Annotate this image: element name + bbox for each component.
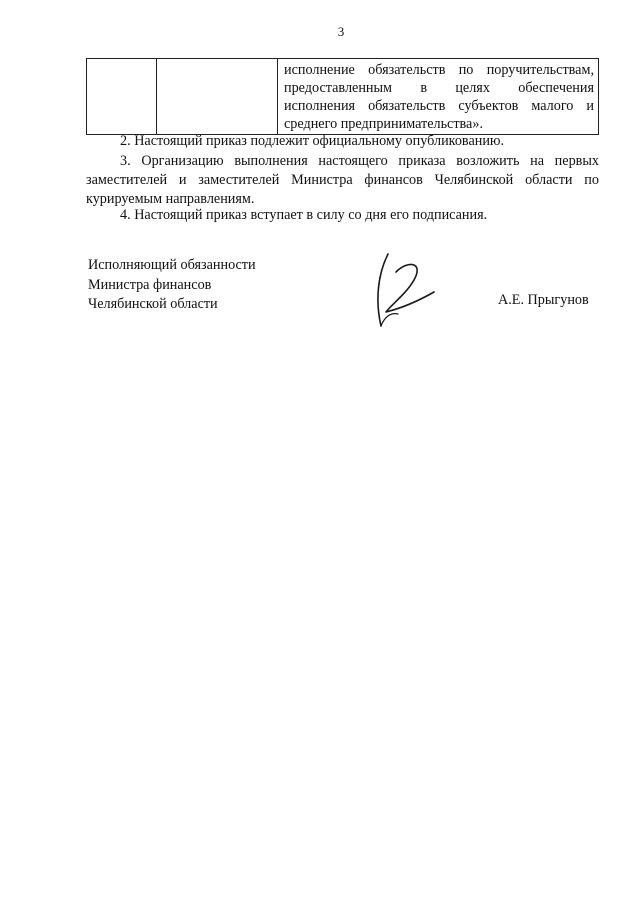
table-cell-empty-2: [157, 59, 278, 135]
signatory-name: А.Е. Прыгунов: [498, 292, 589, 308]
table-line: исполнение обязательств по поручительствам,: [284, 62, 594, 78]
position-line: Исполняющий обязанности: [88, 257, 256, 273]
continuation-table: [86, 58, 599, 135]
table-cell-text: [278, 59, 599, 135]
table-cell-empty-1: [87, 59, 157, 135]
table-line: среднего предпринимательства».: [284, 116, 483, 132]
table-line: исполнения обязательств субъектов малого и: [284, 98, 594, 114]
paragraph-4: 4. Настоящий приказ вступает в силу со дня его подписания.: [120, 207, 488, 223]
signatory-position: [88, 256, 256, 315]
page-number: 3: [337, 24, 345, 39]
paragraph-3: 3. Организацию выполнения настоящего приказа возложить на первых заместителей и заместителей Министра финансов Челябинской области по курируемым направлениям.: [86, 153, 599, 207]
position-line: Министра финансов: [88, 276, 212, 293]
handwritten-signature: [372, 252, 442, 332]
table-line: предоставленным в целях обеспечения: [284, 80, 594, 96]
position-line: Челябинской области: [88, 296, 218, 312]
table-row: [87, 59, 599, 135]
paragraph-2: 2. Настоящий приказ подлежит официальному опубликованию.: [120, 133, 505, 149]
